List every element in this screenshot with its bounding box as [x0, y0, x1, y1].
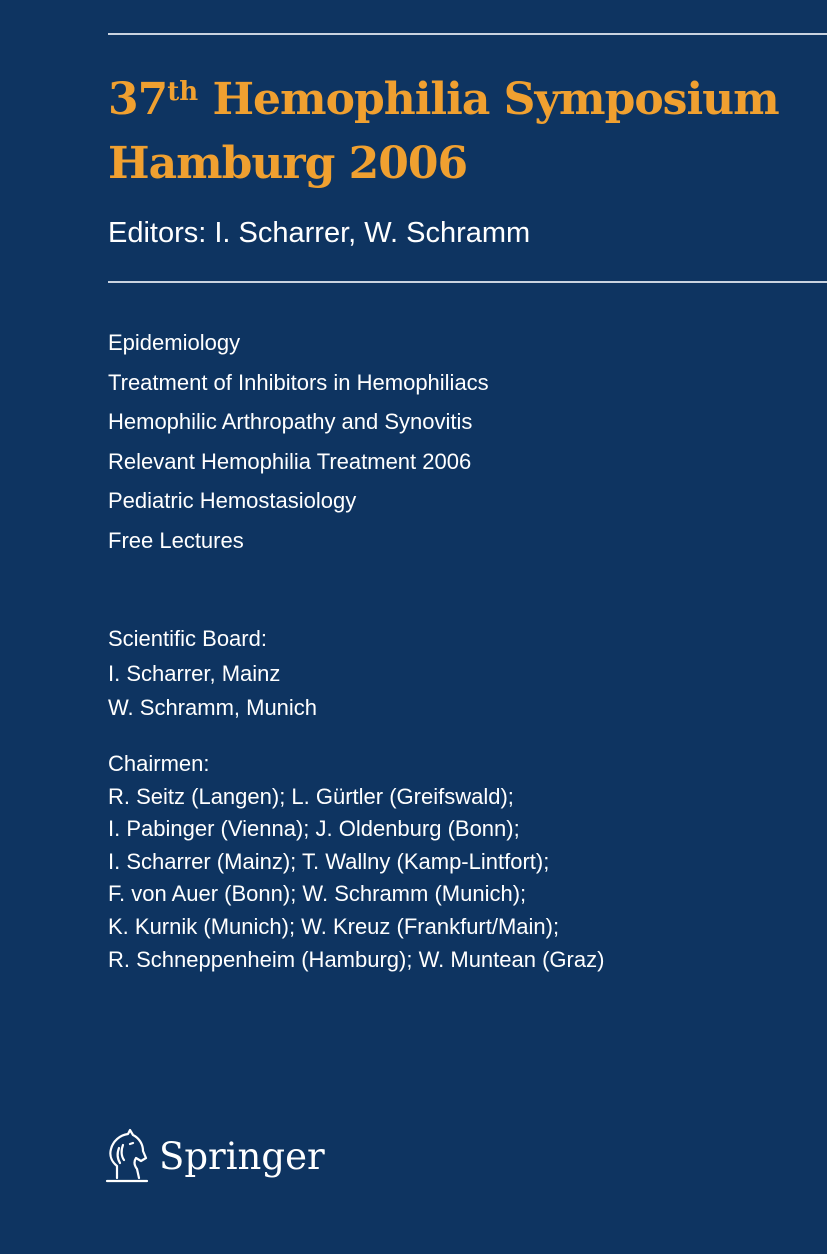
title-number: 37 — [108, 74, 168, 125]
scientific-board-heading: Scientific Board: — [108, 626, 267, 651]
topic-item: Free Lectures — [108, 527, 244, 553]
middle-divider-line — [108, 281, 827, 283]
title-line-2: Hamburg 2006 — [108, 138, 468, 189]
title-ordinal-suffix: th — [167, 77, 199, 107]
top-divider-line — [108, 33, 827, 35]
title-line-1-rest: Hemophilia Symposium — [198, 74, 779, 125]
title-line-1 — [108, 74, 779, 125]
board-member: W. Schramm, Munich — [108, 695, 318, 720]
publisher-logo — [103, 1124, 325, 1188]
topic-item: Epidemiology — [108, 330, 241, 355]
topic-item: Hemophilic Arthropathy and Synovitis — [108, 409, 473, 434]
topics-list — [108, 323, 489, 560]
scientific-board-list — [108, 622, 317, 726]
chairmen-line: K. Kurnik (Munich); W. Kreuz (Frankfurt/Main); — [108, 913, 560, 939]
chairmen-line: R. Seitz (Langen); L. Gürtler (Greifswald); — [108, 783, 514, 809]
publisher-name: Springer — [159, 1134, 325, 1178]
topic-item: Relevant Hemophilia Treatment 2006 — [108, 448, 472, 474]
chairmen-line: R. Schneppenheim (Hamburg); W. Muntean (Graz) — [108, 946, 605, 972]
springer-horse-logo-icon — [103, 1128, 149, 1184]
chairmen-list — [108, 748, 604, 976]
topic-item: Treatment of Inhibitors in Hemophiliacs — [108, 369, 489, 395]
editors-line: Editors: I. Scharrer, W. Schramm — [108, 217, 531, 249]
board-member: I. Scharrer, Mainz — [108, 660, 281, 686]
chairmen-heading: Chairmen: — [108, 751, 210, 776]
chairmen-line: F. von Auer (Bonn); W. Schramm (Munich); — [108, 881, 527, 907]
topic-item: Pediatric Hemostasiology — [108, 488, 357, 513]
chairmen-line: I. Scharrer (Mainz); T. Wallny (Kamp-Lintfort); — [108, 848, 550, 874]
chairmen-line: I. Pabinger (Vienna); J. Oldenburg (Bonn); — [108, 816, 520, 842]
